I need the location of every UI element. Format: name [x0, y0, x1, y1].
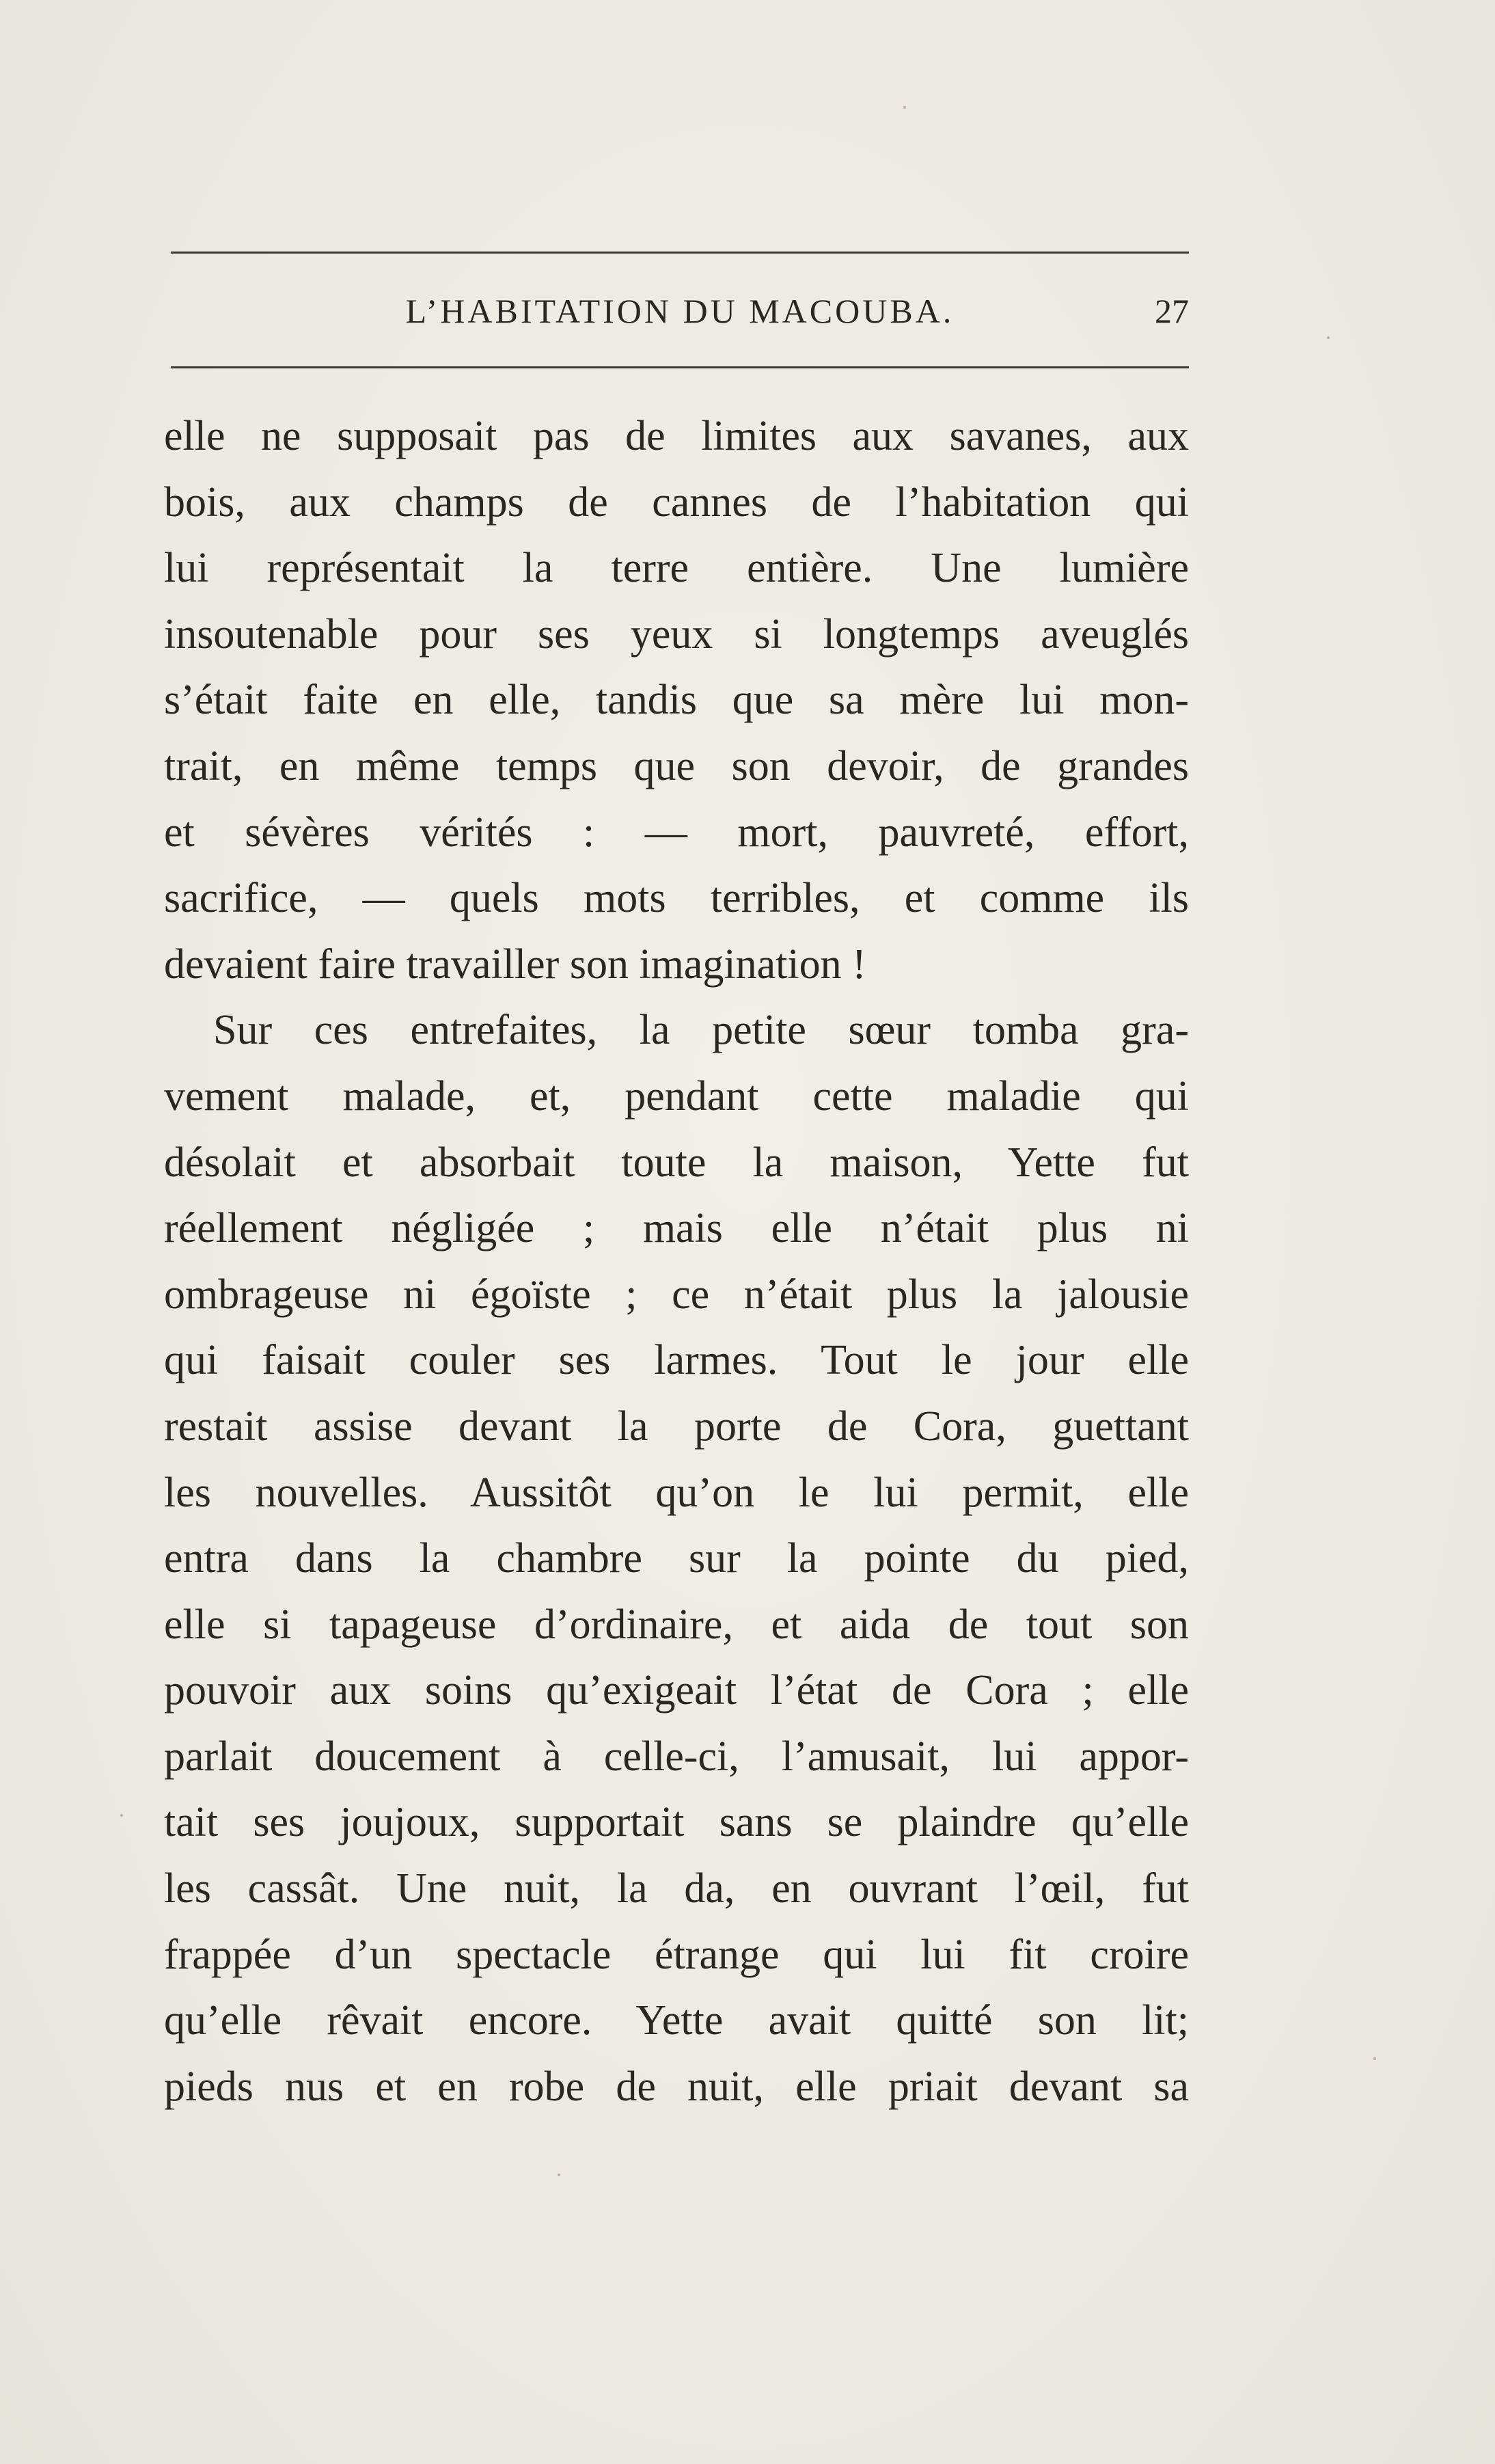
text-line: et sévères vérités : — mort, pauvreté, effort,	[164, 809, 1189, 856]
paper-speck	[1327, 336, 1330, 339]
text-line: lui représentait la terre entière. Une lumière	[164, 545, 1189, 592]
paper-speck	[1373, 2057, 1376, 2060]
page-number: 27	[1155, 292, 1189, 330]
text-line: sacrifice, — quels mots terribles, et comme ils	[164, 875, 1189, 922]
text-line: elle ne supposait pas de limites aux savanes, aux	[164, 413, 1189, 459]
text-line: entra dans la chambre sur la pointe du pied,	[164, 1535, 1189, 1582]
text-line: réellement négligée ; mais elle n’était plus ni	[164, 1205, 1189, 1252]
text-line: s’était faite en elle, tandis que sa mère lui mon-	[164, 677, 1189, 724]
paper-speck	[558, 2174, 560, 2176]
text-line: devaient faire travailler son imagination !	[164, 940, 866, 988]
text-line: insoutenable pour ses yeux si longtemps aveuglés	[164, 610, 1189, 658]
text-line: pouvoir aux soins qu’exigeait l’état de Cora ; elle	[164, 1667, 1189, 1714]
running-title: L’HABITATION DU MACOUBA.	[405, 292, 955, 330]
text-line: vement malade, et, pendant cette maladie qui	[164, 1072, 1189, 1120]
header-rule-bottom	[171, 366, 1189, 368]
text-line: parlait doucement à celle-ci, l’amusait, lui appor-	[164, 1733, 1189, 1780]
text-line: restait assise devant la porte de Cora, guettant	[164, 1403, 1189, 1450]
text-line: qu’elle rêvait encore. Yette avait quitté son lit;	[164, 1997, 1189, 2044]
text-line: qui faisait couler ses larmes. Tout le jour elle	[164, 1337, 1189, 1384]
text-line: pieds nus et en robe de nuit, elle priait devant sa	[164, 2063, 1189, 2110]
text-line: les nouvelles. Aussitôt qu’on le lui permit, elle	[164, 1469, 1189, 1516]
header-rule-top	[171, 252, 1189, 254]
text-line: ombrageuse ni égoïste ; ce n’était plus la jalousie	[164, 1271, 1189, 1318]
running-head	[171, 287, 1189, 335]
text-line: frappée d’un spectacle étrange qui lui fit croire	[164, 1931, 1189, 1978]
body-text	[164, 403, 1189, 2120]
text-line: elle si tapageuse d’ordinaire, et aida de tout son	[164, 1601, 1189, 1648]
paragraph-first-line: Sur ces entrefaites, la petite sœur tomba gra-	[213, 1007, 1189, 1054]
text-line: désolait et absorbait toute la maison, Yette fut	[164, 1139, 1189, 1186]
text-line: tait ses joujoux, supportait sans se plaindre qu’elle	[164, 1799, 1189, 1846]
text-line: bois, aux champs de cannes de l’habitation qui	[164, 478, 1189, 526]
text-line: les cassât. Une nuit, la da, en ouvrant l’œil, fut	[164, 1865, 1189, 1912]
paper-speck	[903, 106, 906, 109]
text-line: trait, en même temps que son devoir, de grandes	[164, 742, 1189, 789]
paper-speck	[120, 1814, 123, 1817]
